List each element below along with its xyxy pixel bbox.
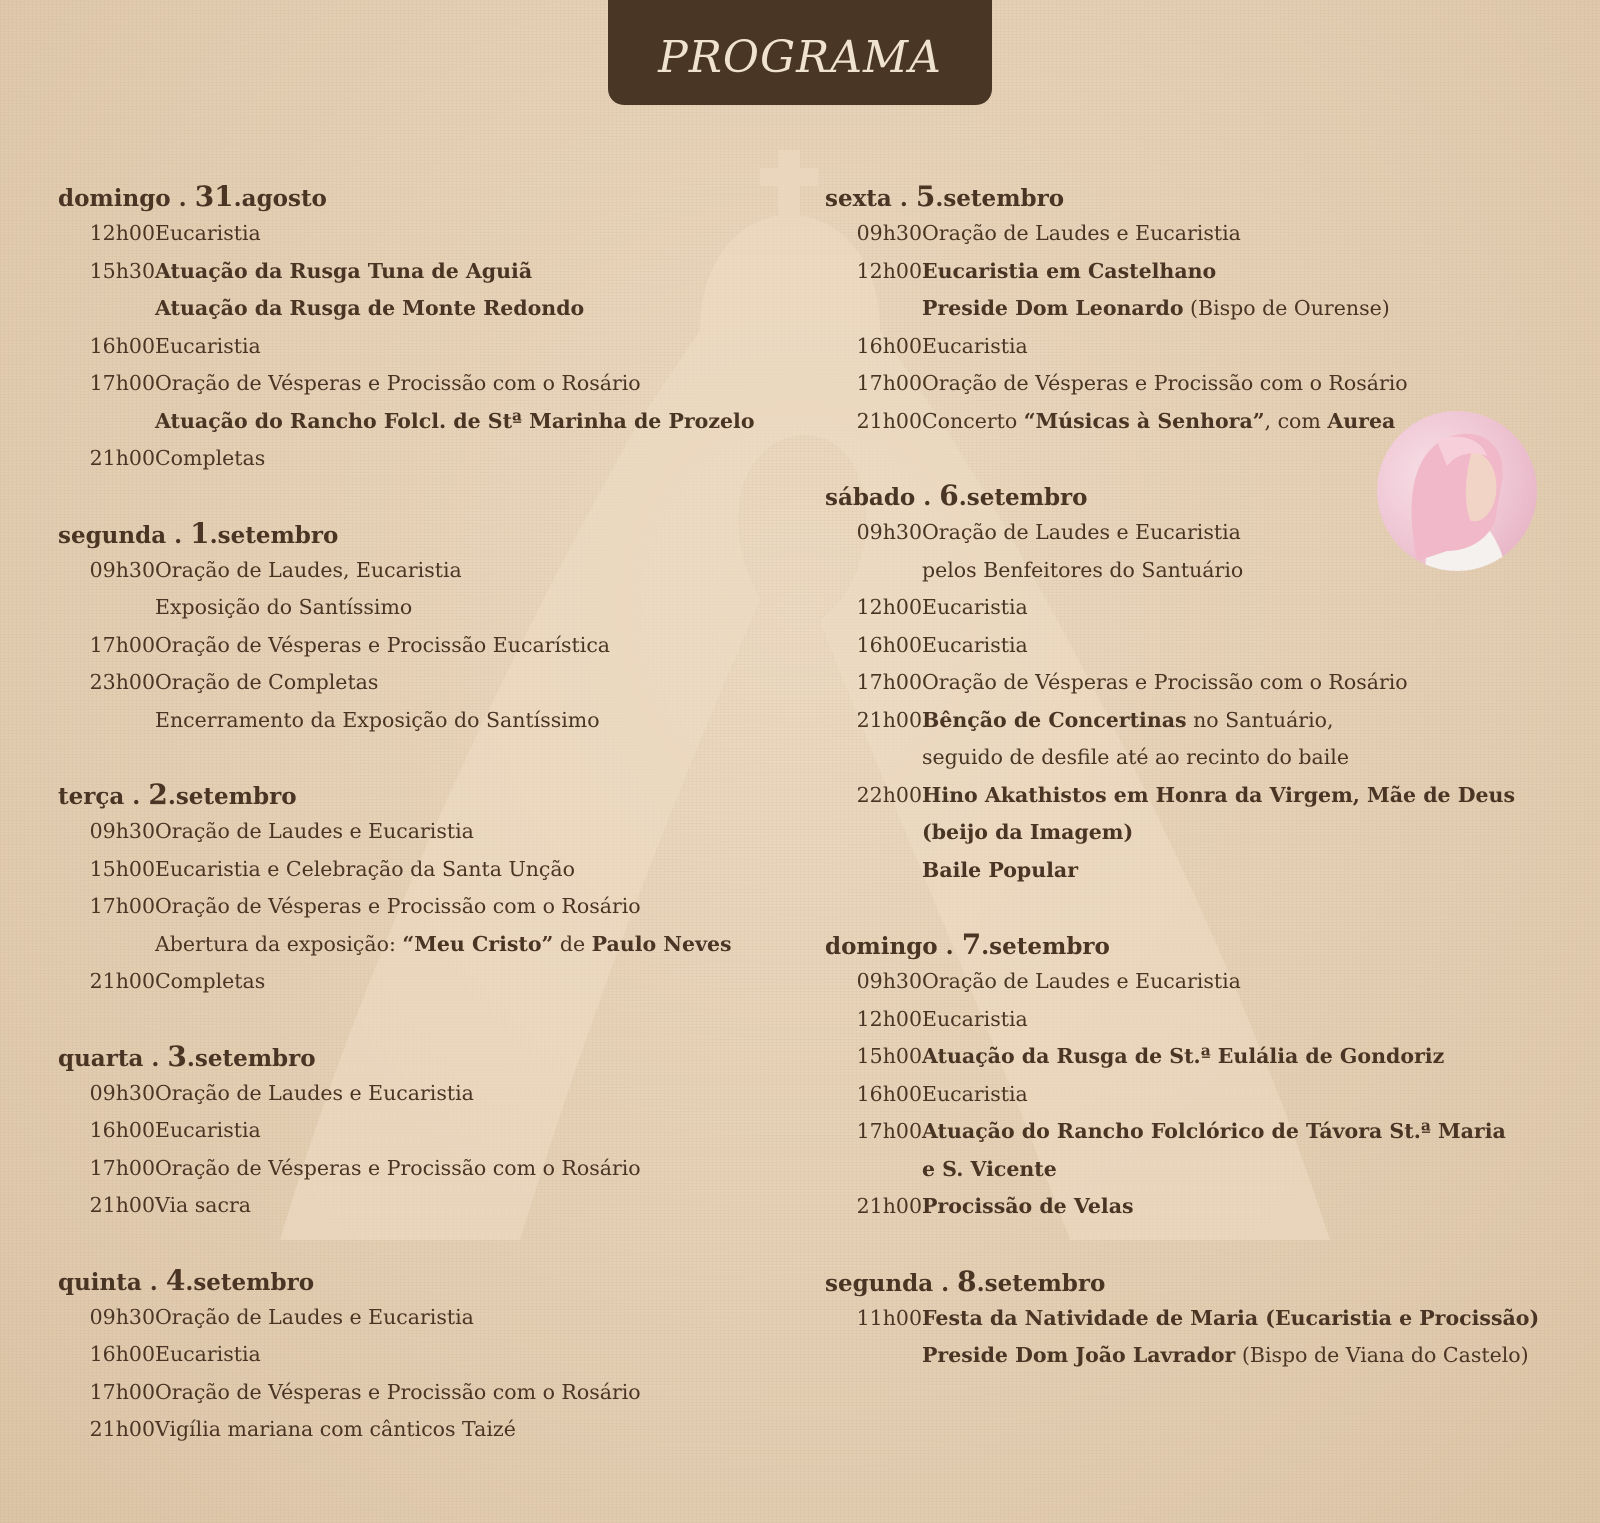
event-time: 17h00 — [89, 1155, 155, 1180]
event-text: de — [553, 931, 592, 956]
event-row — [825, 589, 1565, 627]
event-line — [155, 328, 261, 366]
schedule-left-column — [58, 178, 798, 1486]
event-row — [58, 1150, 798, 1188]
day-heading — [58, 515, 798, 552]
event-description — [155, 365, 755, 440]
event-row — [825, 1300, 1565, 1375]
event-description — [155, 813, 474, 851]
event-row — [58, 1336, 798, 1374]
day-separator: . — [141, 1268, 166, 1296]
day-month: .setembro — [935, 185, 1065, 212]
event-time: 21h00 — [89, 1417, 155, 1441]
event-row — [58, 627, 798, 665]
event-row — [825, 627, 1565, 665]
event-line — [155, 215, 261, 253]
event-description — [922, 365, 1408, 403]
event-row — [825, 1038, 1565, 1076]
event-row — [825, 1113, 1565, 1188]
event-text: Preside Dom João Lavrador — [922, 1343, 1236, 1367]
event-time: 12h00 — [856, 595, 922, 619]
day-month: .agosto — [233, 185, 327, 212]
event-description — [155, 253, 584, 328]
event-line — [922, 365, 1408, 403]
event-text: e S. Vicente — [922, 1156, 1057, 1181]
event-line — [922, 814, 1515, 852]
event-description — [155, 1299, 474, 1337]
event-row — [58, 1112, 798, 1150]
event-line — [155, 589, 462, 627]
title-tab — [608, 0, 992, 105]
day-separator: . — [170, 185, 195, 212]
event-text: Oração de Vésperas e Procissão Eucarística — [155, 632, 611, 657]
event-text: Concerto — [922, 408, 1024, 433]
artist-photo-avatar — [1377, 411, 1537, 571]
event-line — [922, 627, 1028, 665]
event-text: Completas — [155, 969, 266, 993]
event-line — [155, 403, 755, 441]
event-time: 09h30 — [89, 1304, 155, 1329]
event-text: pelos Benfeitores do Santuário — [922, 557, 1244, 582]
event-text: Oração de Laudes e Eucaristia — [922, 969, 1241, 993]
event-description — [922, 589, 1028, 627]
event-description — [922, 403, 1395, 441]
event-text: Atuação do Rancho Folcl. de Stª Marinha de Prozelo — [155, 408, 755, 433]
event-line — [155, 926, 732, 964]
event-text: Eucaristia — [922, 1006, 1028, 1031]
event-time: 21h00 — [89, 969, 155, 993]
event-line — [922, 1188, 1134, 1226]
event-line — [922, 403, 1395, 441]
event-description — [155, 552, 462, 627]
event-time: 22h00 — [856, 782, 922, 807]
event-text: Eucaristia — [922, 1081, 1028, 1106]
day-heading — [825, 926, 1565, 963]
event-row — [58, 440, 798, 478]
event-description — [922, 514, 1243, 589]
day-month: .setembro — [185, 1268, 315, 1296]
event-line — [922, 1076, 1028, 1114]
event-text: Oração de Vésperas e Procissão com o Rosário — [922, 670, 1408, 694]
event-text: Via sacra — [155, 1193, 251, 1217]
event-description — [922, 1113, 1506, 1188]
event-row — [825, 702, 1565, 777]
event-text: Eucaristia — [155, 333, 261, 358]
event-text: Oração de Vésperas e Procissão com o Rosário — [155, 1155, 641, 1180]
event-text: Eucaristia em Castelhano — [922, 258, 1217, 283]
event-time: 17h00 — [89, 371, 155, 395]
day-separator: . — [915, 484, 940, 511]
day-month: .setembro — [976, 1269, 1106, 1297]
day-number: 3 — [167, 1039, 187, 1073]
event-line — [922, 328, 1028, 366]
event-line — [922, 664, 1408, 702]
event-row — [58, 813, 798, 851]
event-description — [922, 328, 1028, 366]
event-text: Oração de Vésperas e Procissão com o Rosário — [155, 894, 641, 918]
event-description — [155, 1411, 516, 1449]
event-time: 21h00 — [856, 707, 922, 732]
event-time: 09h30 — [856, 221, 922, 245]
event-text: “Meu Cristo” — [402, 931, 554, 956]
event-line — [155, 664, 600, 702]
event-text: (Bispo de Ourense) — [1183, 296, 1390, 320]
event-description — [922, 215, 1241, 253]
day-weekday: segunda — [58, 521, 167, 549]
day-heading — [58, 776, 798, 813]
event-text: Eucaristia — [922, 632, 1028, 657]
event-text: Oração de Laudes e Eucaristia — [155, 1080, 474, 1105]
event-row — [825, 365, 1565, 403]
event-text: Eucaristia — [155, 221, 261, 245]
event-text: Vigília mariana com cânticos Taizé — [155, 1417, 516, 1441]
day-weekday: quinta — [58, 1268, 142, 1296]
event-line — [922, 1038, 1444, 1076]
event-line — [922, 290, 1390, 328]
event-line — [922, 1151, 1506, 1189]
event-row — [58, 963, 798, 1001]
event-line — [155, 253, 584, 291]
schedule-right-column — [825, 178, 1565, 1412]
event-row — [58, 888, 798, 963]
event-time: 17h00 — [856, 371, 922, 395]
event-row — [58, 1187, 798, 1225]
day-weekday: sexta — [825, 185, 892, 212]
event-row — [825, 215, 1565, 253]
event-row — [825, 963, 1565, 1001]
event-line — [922, 253, 1390, 291]
event-line — [922, 514, 1243, 552]
event-text: Eucaristia — [922, 333, 1028, 358]
event-description — [922, 627, 1028, 665]
event-description — [155, 1075, 474, 1113]
event-row — [825, 253, 1565, 328]
event-time: 12h00 — [89, 221, 155, 245]
event-text: Baile Popular — [922, 857, 1079, 882]
event-text: seguido de desfile até ao recinto do baile — [922, 745, 1349, 769]
event-row — [58, 1299, 798, 1337]
event-line — [155, 440, 265, 478]
day-number: 5 — [915, 180, 936, 213]
event-line — [155, 627, 610, 665]
event-row — [825, 1076, 1565, 1114]
event-text: Oração de Laudes e Eucaristia — [922, 221, 1241, 245]
event-description — [922, 1300, 1539, 1375]
event-text: Bênção de Concertinas — [922, 707, 1187, 732]
event-line — [922, 552, 1243, 590]
event-description — [155, 1112, 261, 1150]
event-time: 21h00 — [856, 408, 922, 433]
event-time: 16h00 — [89, 1118, 155, 1142]
event-text: Procissão de Velas — [922, 1194, 1134, 1218]
event-text: Atuação da Rusga de Monte Redondo — [155, 296, 585, 320]
event-line — [922, 1337, 1539, 1375]
event-description — [155, 664, 600, 739]
event-time: 17h00 — [89, 894, 155, 918]
event-row — [825, 1001, 1565, 1039]
day-block — [825, 1263, 1565, 1375]
event-text: Oração de Laudes e Eucaristia — [155, 819, 474, 843]
event-text: “Músicas à Senhora” — [1023, 408, 1265, 433]
event-line — [155, 1374, 641, 1412]
event-row — [58, 328, 798, 366]
event-line — [922, 1113, 1506, 1151]
event-line — [155, 702, 600, 740]
event-description — [155, 888, 732, 963]
event-text: Aurea — [1327, 408, 1396, 433]
event-text: Oração de Vésperas e Procissão com o Rosário — [155, 371, 641, 395]
event-text: Oração de Laudes e Eucaristia — [155, 1304, 474, 1329]
event-line — [155, 963, 265, 1001]
event-description — [155, 1336, 261, 1374]
event-line — [155, 1075, 474, 1113]
event-time: 16h00 — [89, 333, 155, 358]
event-description — [922, 963, 1241, 1001]
event-time: 12h00 — [856, 1006, 922, 1031]
event-row — [825, 664, 1565, 702]
day-block — [58, 776, 798, 1001]
event-description — [155, 328, 261, 366]
event-row — [58, 664, 798, 739]
event-time: 09h30 — [89, 1080, 155, 1105]
event-text: , com — [1264, 408, 1328, 433]
day-block — [825, 178, 1565, 440]
event-description — [922, 777, 1515, 890]
day-separator: . — [933, 1269, 958, 1297]
day-separator: . — [937, 933, 962, 960]
day-heading — [58, 1038, 798, 1075]
event-text: no Santuário, — [1186, 707, 1334, 732]
event-line — [155, 365, 755, 403]
page-title: PROGRAMA — [658, 32, 942, 83]
event-description — [155, 440, 265, 478]
event-time: 12h00 — [856, 258, 922, 283]
event-time: 16h00 — [89, 1342, 155, 1366]
event-line — [155, 888, 732, 926]
event-line — [155, 1150, 641, 1188]
event-time: 11h00 — [856, 1305, 922, 1330]
event-text: Oração de Laudes, Eucaristia — [155, 557, 462, 582]
event-line — [155, 1299, 474, 1337]
day-weekday: quarta — [58, 1044, 144, 1072]
day-block — [58, 1038, 798, 1225]
event-row — [825, 1188, 1565, 1226]
event-text: Oração de Vésperas e Procissão com o Rosário — [155, 1379, 641, 1404]
event-row — [58, 1374, 798, 1412]
event-time: 16h00 — [856, 1081, 922, 1106]
event-line — [155, 1336, 261, 1374]
day-weekday: segunda — [825, 1269, 934, 1297]
event-row — [825, 777, 1565, 890]
event-text: Preside Dom Leonardo — [922, 296, 1184, 320]
event-text: Atuação do Rancho Folclórico de Távora St.ª Maria — [922, 1119, 1506, 1143]
event-time: 16h00 — [856, 632, 922, 657]
event-row — [58, 851, 798, 889]
event-description — [155, 1150, 641, 1188]
event-time: 17h00 — [856, 670, 922, 694]
day-weekday: terça — [58, 783, 125, 810]
event-time: 21h00 — [89, 1193, 155, 1217]
event-text: Atuação da Rusga de St.ª Eulália de Gondoriz — [922, 1044, 1445, 1068]
day-number: 2 — [148, 778, 168, 811]
day-separator: . — [166, 521, 191, 549]
event-description — [922, 664, 1408, 702]
day-heading — [825, 1263, 1565, 1300]
day-heading — [58, 178, 798, 215]
event-time: 17h00 — [856, 1119, 922, 1143]
event-text: Oração de Completas — [155, 670, 379, 694]
artist-portrait-icon — [1377, 411, 1537, 571]
event-text: Oração de Vésperas e Procissão com o Rosário — [922, 371, 1408, 395]
day-number: 7 — [961, 928, 982, 961]
event-line — [155, 813, 474, 851]
event-row — [58, 1411, 798, 1449]
day-block — [58, 1262, 798, 1449]
event-text: Atuação da Rusga Tuna de Aguiã — [155, 258, 533, 283]
event-time: 09h30 — [856, 520, 922, 544]
event-text: Paulo Neves — [591, 931, 732, 956]
event-text: Completas — [155, 446, 266, 470]
event-time: 17h00 — [89, 1379, 155, 1404]
event-row — [58, 552, 798, 627]
event-line — [922, 852, 1515, 890]
event-text: Abertura da exposição: — [155, 931, 403, 956]
day-number: 6 — [939, 479, 959, 512]
event-time: 16h00 — [856, 333, 922, 358]
event-row — [58, 1075, 798, 1113]
event-time: 15h00 — [89, 856, 155, 881]
event-line — [155, 851, 575, 889]
event-description — [155, 851, 575, 889]
day-month: .setembro — [209, 521, 339, 549]
day-number: 31 — [194, 180, 234, 213]
day-block — [58, 178, 798, 478]
event-line — [922, 702, 1349, 740]
event-description — [922, 1076, 1028, 1114]
day-month: .setembro — [981, 933, 1110, 960]
event-text: Hino Akathistos em Honra da Virgem, Mãe de Deus — [922, 782, 1515, 807]
day-weekday: domingo — [58, 185, 171, 212]
event-description — [155, 627, 610, 665]
day-heading — [825, 178, 1565, 215]
event-time: 09h30 — [89, 819, 155, 843]
day-month: .setembro — [167, 783, 297, 810]
event-line — [922, 215, 1241, 253]
event-row — [58, 215, 798, 253]
event-line — [155, 1112, 261, 1150]
event-time: 15h30 — [89, 258, 155, 283]
event-text: Eucaristia — [155, 1342, 261, 1366]
event-line — [922, 963, 1241, 1001]
event-line — [155, 1187, 251, 1225]
day-month: .setembro — [958, 484, 1088, 511]
day-number: 8 — [957, 1264, 977, 1298]
event-text: Exposição do Santíssimo — [155, 595, 413, 619]
event-time: 21h00 — [856, 1194, 922, 1218]
day-separator: . — [143, 1044, 168, 1072]
event-description — [155, 963, 265, 1001]
event-line — [922, 1300, 1539, 1338]
event-description — [155, 1187, 251, 1225]
event-time: 09h30 — [856, 969, 922, 993]
day-heading — [58, 1262, 798, 1299]
day-weekday: domingo — [825, 933, 938, 960]
day-separator: . — [124, 783, 149, 810]
event-line — [922, 589, 1028, 627]
day-number: 4 — [165, 1263, 186, 1297]
event-line — [155, 1411, 516, 1449]
event-description — [922, 253, 1390, 328]
event-description — [922, 702, 1349, 777]
event-row — [825, 328, 1565, 366]
event-time: 21h00 — [89, 446, 155, 470]
event-description — [155, 215, 261, 253]
event-text: Encerramento da Exposição do Santíssimo — [155, 707, 600, 732]
event-line — [922, 777, 1515, 815]
event-line — [155, 290, 584, 328]
event-line — [155, 552, 462, 590]
day-weekday: sábado — [825, 484, 916, 511]
day-separator: . — [891, 185, 916, 212]
event-time: 23h00 — [89, 670, 155, 694]
event-description — [922, 1188, 1134, 1226]
event-description — [922, 1038, 1444, 1076]
event-text: Festa da Natividade de Maria (Eucaristia e Procissão) — [922, 1305, 1540, 1330]
event-row — [58, 253, 798, 328]
event-text: (beijo da Imagem) — [922, 820, 1134, 844]
day-number: 1 — [190, 516, 210, 550]
day-block — [825, 926, 1565, 1226]
day-block — [58, 515, 798, 740]
event-text: Eucaristia e Celebração da Santa Unção — [155, 856, 575, 881]
event-line — [922, 739, 1349, 777]
event-description — [922, 1001, 1028, 1039]
event-text: (Bispo de Viana do Castelo) — [1235, 1343, 1529, 1367]
event-time: 09h30 — [89, 557, 155, 582]
event-text: Oração de Laudes e Eucaristia — [922, 520, 1241, 544]
event-text: Eucaristia — [155, 1118, 261, 1142]
event-text: Eucaristia — [922, 595, 1028, 619]
event-time: 15h00 — [856, 1044, 922, 1068]
event-row — [58, 365, 798, 440]
event-line — [922, 1001, 1028, 1039]
day-month: .setembro — [186, 1044, 316, 1072]
event-description — [155, 1374, 641, 1412]
event-time: 17h00 — [89, 632, 155, 657]
